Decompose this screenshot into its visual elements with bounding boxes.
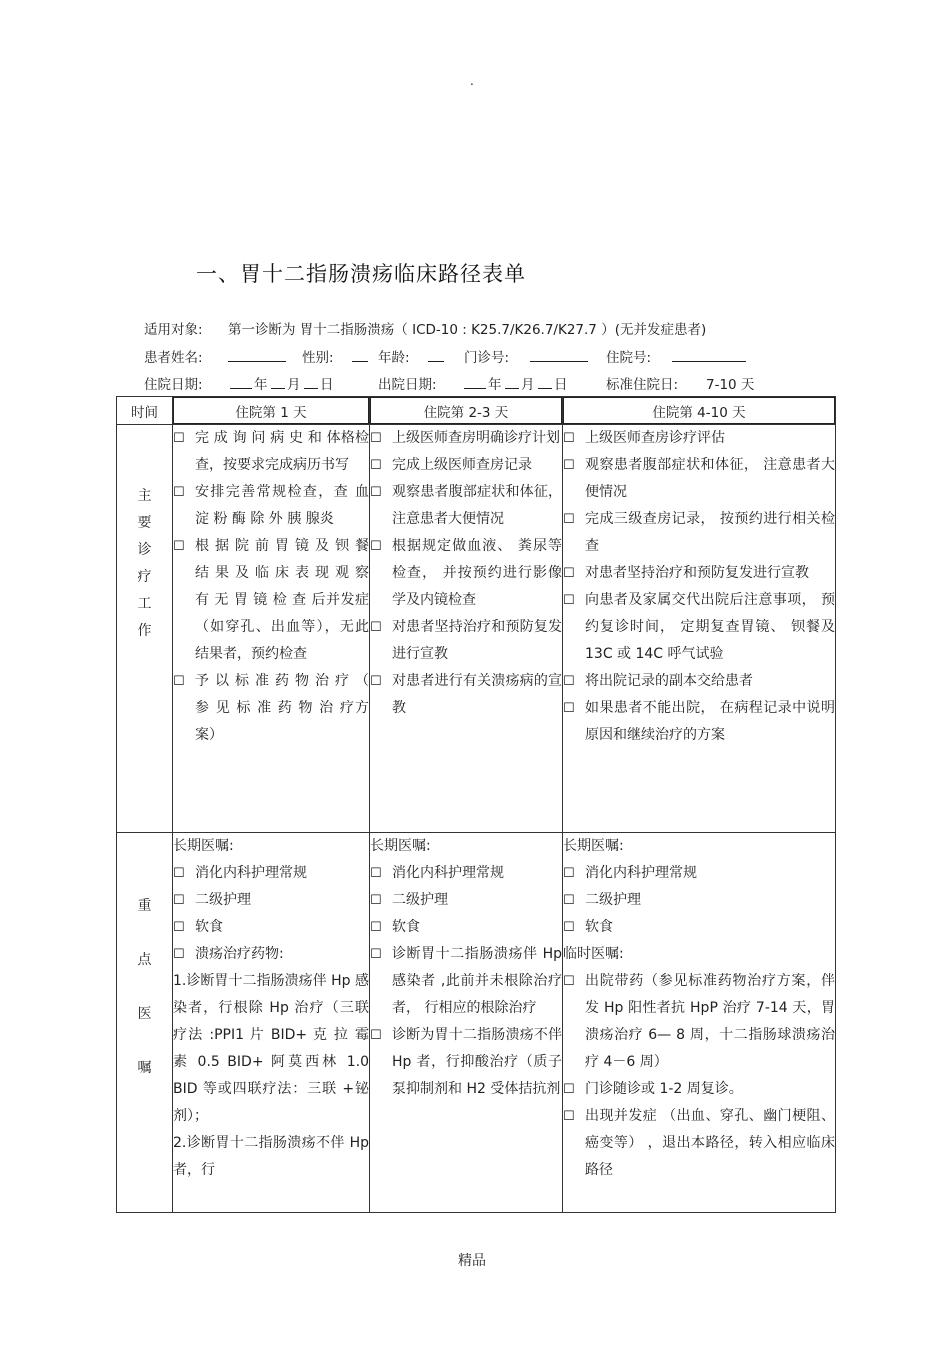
checkbox-icon[interactable]: ☐ [370,485,382,500]
checklist-item[interactable] [563,668,835,695]
checklist-item[interactable] [563,860,835,887]
checklist-text: 二级护理 [392,892,448,908]
checkbox-icon[interactable]: ☐ [563,512,575,527]
checkbox-icon[interactable]: ☐ [370,620,382,635]
checklist-item[interactable] [370,668,562,722]
inpatient-number-label: 住院号: [606,350,652,366]
checklist-text: 观察患者腹部症状和体征， 注意患者大便情况 [392,484,562,527]
table-row-key-orders [117,833,836,1213]
cell-day2-3-work [370,425,563,833]
checkbox-icon[interactable]: ☐ [173,431,185,446]
row-label-char: 作 [137,623,152,639]
checkbox-icon[interactable]: ☐ [370,947,382,962]
checklist-item[interactable] [370,614,562,668]
checkbox-icon[interactable]: ☐ [563,566,575,581]
checklist-item[interactable] [173,668,369,749]
header-day-4-10: 住院第 4-10 天 [563,397,836,425]
checklist-item[interactable] [563,914,835,941]
checklist-item[interactable] [563,587,835,668]
checkbox-icon[interactable]: ☐ [563,920,575,935]
discharge-year-field[interactable] [464,373,486,389]
checklist-item[interactable] [563,425,835,452]
checklist-item[interactable] [370,887,562,914]
checklist-text: 溃疡治疗药物: [195,946,284,962]
checklist-text: 对患者坚持治疗和预防复发进行宣教 [392,619,562,662]
treatment-paragraph-2: 2.诊断胃十二指肠溃疡不伴 Hp 者，行 [173,1135,369,1178]
admit-month-unit: 月 [287,377,301,393]
checklist-item[interactable] [370,533,562,614]
age-label: 年龄: [378,350,410,366]
applicable-label: 适用对象: [144,322,203,338]
checkbox-icon[interactable]: ☐ [563,458,575,473]
checklist-item[interactable] [370,860,562,887]
checklist-text: 完 成 询 问 病 史 和 体格检查，按要求完成病历书写 [195,430,369,473]
long-term-orders-heading: 长期医嘱: [173,838,234,854]
table-header-row [117,397,836,425]
checkbox-icon[interactable]: ☐ [173,485,185,500]
row-label-char: 工 [137,596,152,612]
temporary-orders-heading: 临时医嘱: [563,946,624,962]
checklist-item[interactable] [173,425,369,479]
discharge-day-unit: 日 [554,377,568,393]
checklist-item[interactable] [563,695,835,749]
admit-year-unit: 年 [254,377,268,393]
age-field[interactable] [428,346,444,362]
checklist-text: 出院带药（参见标准药物治疗方案，伴发 Hp 阳性者抗 HpP 治疗 7-14 天，胃溃疡治疗 6— 8 周，十二指肠球溃疡治疗 4－6 周） [585,973,835,1070]
checklist-text: 如果患者不能出院， 在病程记录中说明原因和继续治疗的方案 [585,700,835,743]
checklist-text: 二级护理 [195,892,251,908]
checklist-item[interactable] [370,941,562,1022]
header-day-1: 住院第 1 天 [173,397,370,425]
checkbox-icon[interactable]: ☐ [370,539,382,554]
checklist-text: 出现并发症 （出血、穿孔、幽门梗阻、癌变等） ，退出本路径，转入相应临床路径 [585,1108,835,1178]
checklist-text: 根 据 院 前 胃 镜 及 钡 餐 结 果 及 临 床 表 现 观 察 有 无 胃 镜 检 查 后并发症（如穿孔、出血等），无此结果者，预约检查 [195,538,369,662]
checkbox-icon[interactable]: ☐ [370,674,382,689]
checklist-text: 消化内科护理常规 [392,865,504,881]
discharge-month-unit: 月 [521,377,535,393]
checklist-text: 予 以 标 准 药 物 治 疗 （ 参 见 标 准 药 物 治 疗方案） [195,673,369,743]
table-row-main-work [117,425,836,833]
checkbox-icon[interactable]: ☐ [173,947,185,962]
admit-day-unit: 日 [320,377,334,393]
checklist-text: 对患者进行有关溃疡病的宣教 [392,673,562,716]
page-footer: 精品 [458,1253,486,1269]
checklist-text: 向患者及家属交代出院后注意事项， 预约复诊时间， 定期复查胃镜、 钡餐及 13C 或 14C 呼气试验 [585,592,835,662]
checklist-text: 完成三级查房记录， 按预约进行相关检查 [585,511,835,554]
admit-month-field[interactable] [271,373,285,389]
checkbox-icon[interactable]: ☐ [173,539,185,554]
cell-day4-10-work [563,425,836,833]
checkbox-icon[interactable]: ☐ [370,866,382,881]
checklist-item[interactable] [173,533,369,668]
checkbox-icon[interactable]: ☐ [563,974,575,989]
admit-day-field[interactable] [304,373,318,389]
checkbox-icon[interactable]: ☐ [563,1082,575,1097]
row-label-char: 诊 [137,542,152,558]
checkbox-icon[interactable]: ☐ [370,458,382,473]
discharge-month-field[interactable] [505,373,519,389]
checklist-item[interactable] [370,425,562,452]
checklist-text: 将出院记录的副本交给患者 [585,673,753,689]
gender-field[interactable] [352,346,368,362]
applicable-value: 第一诊断为 胃十二指肠溃疡（ ICD-10 : K25.7/K26.7/K27.7 ）(无并发症患者) [228,322,707,338]
admit-date-label: 住院日期: [144,377,203,393]
checklist-text: 上级医师查房诊疗评估 [585,430,725,446]
checklist-item[interactable] [563,968,835,1076]
clinic-number-label: 门诊号: [464,350,510,366]
discharge-date-label: 出院日期: [378,377,437,393]
checklist-item[interactable] [173,860,369,887]
checklist-text: 门诊随诊或 1-2 周复诊。 [585,1081,743,1097]
row-label-key-orders [117,833,173,1213]
checklist-text: 软食 [195,919,223,935]
checkbox-icon[interactable]: ☐ [563,866,575,881]
checklist-item[interactable] [563,506,835,560]
checkbox-icon[interactable]: ☐ [173,893,185,908]
checklist-item[interactable] [563,560,835,587]
row-label-char: 要 [137,515,152,531]
checkbox-icon[interactable]: ☐ [173,674,185,689]
checklist-text: 二级护理 [585,892,641,908]
checklist-text: 软食 [392,919,420,935]
checkbox-icon[interactable]: ☐ [173,920,185,935]
row-label-main-work [117,425,173,833]
checklist-text: 诊断胃十二指肠溃疡伴 Hp 感染者 ,此前并未根除治疗者， 行相应的根除治疗 [392,946,562,1016]
checkbox-icon[interactable]: ☐ [370,431,382,446]
checklist-text: 消化内科护理常规 [195,865,307,881]
checklist-item[interactable] [563,1076,835,1103]
checklist-text: 对患者坚持治疗和预防复发进行宣教 [585,565,809,581]
checklist-text: 诊断为胃十二指肠溃疡不伴 Hp 者，行抑酸治疗（质子泵抑制剂和 H2 受体拮抗剂 [392,1027,562,1097]
standard-stay-value: 7-10 天 [706,377,755,393]
cell-day1-orders [173,833,370,1213]
checklist-item[interactable] [563,887,835,914]
checklist-item[interactable] [563,1103,835,1184]
standard-stay-label: 标准住院日: [606,377,679,393]
row-label-char: 疗 [137,569,152,585]
page-title: 一、胃十二指肠溃疡临床路径表单 [196,262,526,286]
checklist-text: 完成上级医师查房记录 [392,457,532,473]
cell-day4-10-orders [563,833,836,1213]
checkbox-icon[interactable]: ☐ [370,920,382,935]
checkbox-icon[interactable]: ☐ [563,593,575,608]
patient-name-field[interactable] [228,346,286,362]
checkbox-icon[interactable]: ☐ [370,1028,382,1043]
checklist-text: 消化内科护理常规 [585,865,697,881]
checklist-item[interactable] [370,1022,562,1103]
checklist-item[interactable] [173,887,369,914]
long-term-orders-heading: 长期医嘱: [370,838,431,854]
checklist-text: 安排完善常规检查，查 血 淀 粉 酶 除 外 胰 腺炎 [195,484,369,527]
patient-name-label: 患者姓名: [144,350,203,366]
checklist-text: 上级医师查房明确诊疗计划 [392,430,560,446]
checklist-item[interactable] [173,941,369,968]
checkbox-icon[interactable]: ☐ [563,674,575,689]
long-term-orders-heading: 长期医嘱: [563,838,624,854]
checkbox-icon[interactable]: ☐ [563,431,575,446]
row-label-char: 点 [137,952,152,968]
checkbox-icon[interactable]: ☐ [563,893,575,908]
clinic-number-field[interactable] [530,346,588,362]
cell-day1-work [173,425,370,833]
checkbox-icon[interactable]: ☐ [563,1109,575,1124]
page-dot: . [470,74,474,88]
checklist-item[interactable] [173,914,369,941]
treatment-paragraph-1: 1.诊断胃十二指肠溃疡伴 Hp 感染者，行根除 Hp 治疗（三联疗法 :PPI1 片 BID+ 克 拉 霉 素 0.5 BID+ 阿莫西林 1.0 BID 等或四联疗法：三联 +铋剂）； [173,973,369,1124]
discharge-day-field[interactable] [538,373,552,389]
checklist-text: 根据规定做血液、 粪尿等检查， 并按预约进行影像学及内镜检查 [392,538,562,608]
clinical-pathway-table [116,396,836,1213]
row-label-char: 重 [137,898,152,914]
row-label-char: 嘱 [137,1060,152,1076]
row-label-char: 主 [137,488,152,504]
header-day-2-3: 住院第 2-3 天 [370,397,563,425]
header-time: 时间 [117,397,173,425]
checklist-item[interactable] [370,452,562,479]
checklist-item[interactable] [563,452,835,506]
checkbox-icon[interactable]: ☐ [563,701,575,716]
discharge-year-unit: 年 [488,377,502,393]
checklist-text: 观察患者腹部症状和体征， 注意患者大便情况 [585,457,835,500]
checkbox-icon[interactable]: ☐ [173,866,185,881]
row-label-char: 医 [137,1006,152,1022]
cell-day2-3-orders [370,833,563,1213]
checkbox-icon[interactable]: ☐ [370,893,382,908]
checklist-item[interactable] [370,914,562,941]
gender-label: 性别: [302,350,334,366]
checklist-item[interactable] [173,479,369,533]
checklist-item[interactable] [370,479,562,533]
admit-year-field[interactable] [230,373,252,389]
checklist-text: 软食 [585,919,613,935]
inpatient-number-field[interactable] [672,346,746,362]
